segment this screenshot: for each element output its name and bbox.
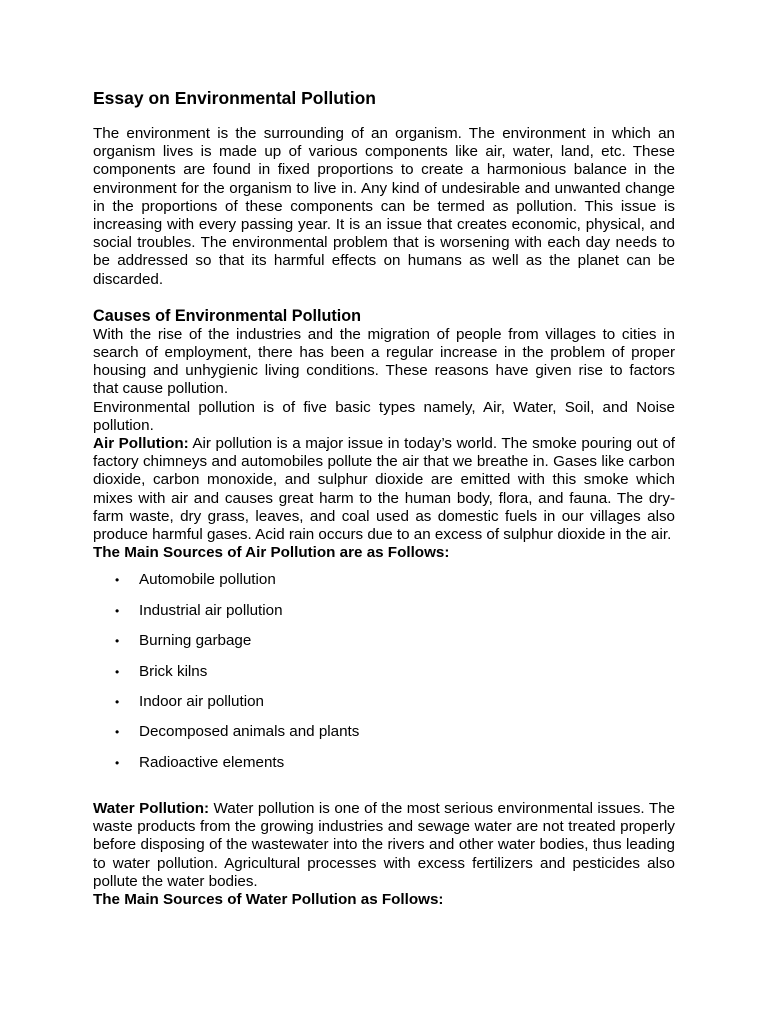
water-pollution-text: Water pollution is one of the most serious environmental issues. The waste products from the growing industries and sewage water are not treated properly before disposing of the wastewater into the rivers and other water bodies, thus leading to water pollution. Agricultural processes with excess fertilizers and pesticides also pollute the water bodies.	[93, 799, 675, 890]
list-item-text: Indoor air pollution	[139, 692, 264, 710]
list-item-text: Industrial air pollution	[139, 601, 283, 619]
list-item	[93, 693, 675, 711]
list-item-text: Burning garbage	[139, 632, 252, 650]
water-pollution-label: Water Pollution:	[93, 799, 210, 817]
list-item-text: Radioactive elements	[139, 753, 285, 771]
bullet-icon: •	[115, 725, 120, 740]
list-item	[93, 632, 675, 650]
bullet-icon: •	[115, 755, 120, 770]
bullet-icon: •	[115, 694, 120, 709]
list-item-text: Brick kilns	[139, 662, 208, 680]
list-item	[93, 723, 675, 741]
air-pollution-label: Air Pollution:	[93, 435, 189, 453]
causes-heading: Causes of Environmental Pollution	[93, 306, 362, 325]
air-pollution-paragraph	[93, 435, 675, 544]
document-title: Essay on Environmental Pollution	[93, 88, 376, 108]
list-item-text: Automobile pollution	[139, 571, 276, 589]
air-sources-list	[93, 571, 675, 771]
water-pollution-paragraph	[93, 800, 675, 891]
list-item	[93, 754, 675, 772]
list-item-text: Decomposed animals and plants	[139, 723, 360, 741]
air-pollution-text: Air pollution is a major issue in today’s world. The smoke pouring out of factory chimneys and automobiles pollute the air that we breathe in. Gases like carbon dioxide, carbon monoxide, and sulphur dioxide are emitted with this smoke which mixes with air and causes great harm to the human body, flora, and fauna. The dry-farm waste, dry grass, leaves, and coal used as domestic fuels in our villages also produce harmful gases. Acid rain occurs due to an excess of sulphur dioxide in the air.	[93, 435, 675, 544]
bullet-icon: •	[115, 573, 120, 588]
document-page	[93, 86, 675, 909]
intro-paragraph: The environment is the surrounding of an organism. The environment in which an organism lives is made up of various components like air, water, land, etc. These components are found in fixed proportions to create a harmonious balance in the environment for the organism to live in. Any kind of undesirable and unwanted change in the proportions of these components can be termed as pollution. This issue is increasing with every passing year. It is an issue that creates economic, physical, and social troubles. The environmental problem that is worsening with each day needs to be addressed so that its harmful effects on humans as well as the planet can be discarded.	[93, 125, 675, 288]
bullet-icon: •	[115, 664, 120, 679]
bullet-icon: •	[115, 634, 120, 649]
air-sources-heading: The Main Sources of Air Pollution are as Follows:	[93, 544, 450, 562]
list-item	[93, 571, 675, 589]
list-item	[93, 663, 675, 681]
causes-paragraph-2: Environmental pollution is of five basic types namely, Air, Water, Soil, and Noise pollution.	[93, 398, 675, 434]
list-item	[93, 602, 675, 620]
water-sources-heading: The Main Sources of Water Pollution as Follows:	[93, 890, 444, 908]
bullet-icon: •	[115, 603, 120, 618]
causes-paragraph-1: With the rise of the industries and the migration of people from villages to cities in search of employment, there has been a regular increase in the problem of proper housing and unhygienic living conditions. These reasons have given rise to factors that cause pollution.	[93, 325, 675, 398]
